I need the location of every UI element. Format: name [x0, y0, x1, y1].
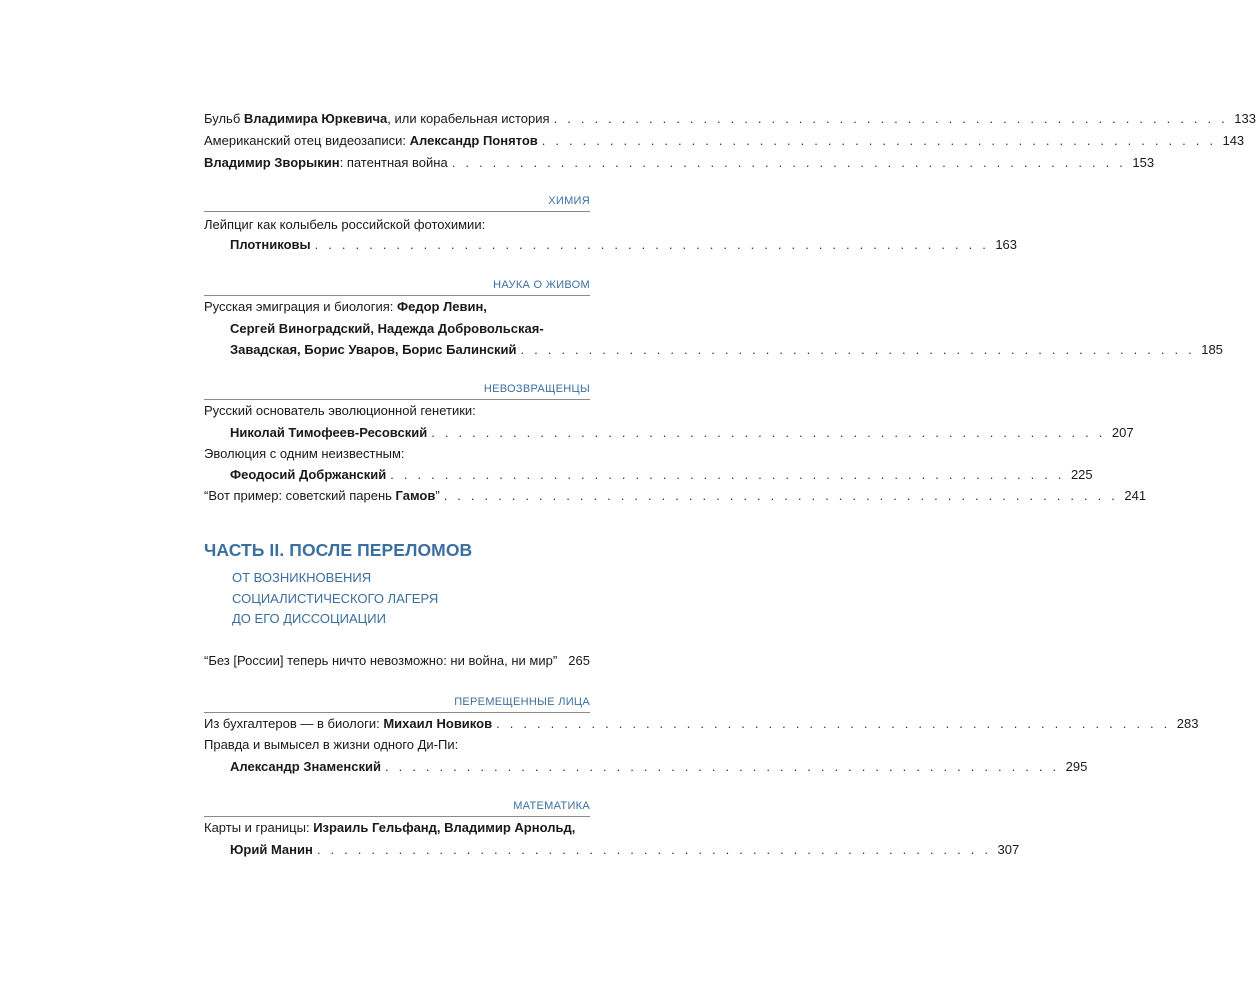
part-subtitle-line3: ДО ЕГО ДИССОЦИАЦИИ	[232, 611, 386, 626]
section-heading-nonreturners: НЕВОЗВРАЩЕНЦЫ	[483, 383, 590, 395]
leader-dots: . . . . . . . . . . . . . . . . . . . . . . . . . . . . . . . . . . . . . . . . . . . . . . . . . .	[553, 111, 1228, 126]
toc-entry-ponyatov[interactable]: Американский отец видеозаписи: Александр Понятов . . . . . . . . . . . . . . . . . . . . . . . . . . . . . . . . . . . . . . . . . . . . . . . . . . 143	[204, 130, 590, 152]
page-number: 307	[997, 842, 1020, 857]
toc-entry-timofeev-line1[interactable]: Русский основатель эволюционной генетики:	[204, 403, 476, 418]
page-number: 225	[1070, 467, 1093, 482]
toc-entry-dobzhansky[interactable]: Феодосий Добржанский . . . . . . . . . . . . . . . . . . . . . . . . . . . . . . . . . . . . . . . . . . . . . . . . . . 225	[230, 464, 590, 486]
page-number: 153	[1132, 155, 1155, 170]
section-divider	[204, 211, 590, 212]
leader-dots: . . . . . . . . . . . . . . . . . . . . . . . . . . . . . . . . . . . . . . . . . . . . . . . . . .	[541, 133, 1217, 148]
leader-dots: . . . . . . . . . . . . . . . . . . . . . . . . . . . . . . . . . . . . . . . . . . . . . . . . . .	[451, 155, 1127, 170]
page-number: 185	[1201, 342, 1223, 357]
toc-entry-dobzhansky-line1[interactable]: Эволюция с одним неизвестным:	[204, 446, 405, 461]
part-subtitle-line2: СОЦИАЛИСТИЧЕСКОГО ЛАГЕРЯ	[232, 591, 439, 606]
leader-dots: . . . . . . . . . . . . . . . . . . . . . . . . . . . . . . . . . . . . . . . . . . . . . . . . . .	[390, 467, 1065, 482]
section-heading-biology: НАУКА О ЖИВОМ	[493, 279, 590, 291]
part-subtitle-line1: ОТ ВОЗНИКНОВЕНИЯ	[232, 570, 372, 585]
leader-dots: . . . . . . . . . . . . . . . . . . . . . . . . . . . . . . . . . . . . . . . . . . . . . . . . . .	[314, 237, 990, 252]
toc-entry-novikov[interactable]: Из бухгалтеров — в биологи: Михаил Новиков . . . . . . . . . . . . . . . . . . . . . . . . . . . . . . . . . . . . . . . . . . . . . . . . . . 283	[204, 713, 590, 735]
page-number: 163	[995, 237, 1018, 252]
toc-entry-plotnikovy[interactable]: Плотниковы . . . . . . . . . . . . . . . . . . . . . . . . . . . . . . . . . . . . . . . . . . . . . . . . . . 163	[230, 234, 590, 256]
toc-entry-biology-line2[interactable]: Сергей Виноградский, Надежда Добровольская-	[230, 321, 544, 336]
toc-entry-zworykin[interactable]: Владимир Зворыкин: патентная война . . . . . . . . . . . . . . . . . . . . . . . . . . . . . . . . . . . . . . . . . . . . . . . . . . 153	[204, 152, 590, 174]
toc-entry-math-line1[interactable]: Карты и границы: Израиль Гельфанд, Владимир Арнольд,	[204, 820, 576, 835]
page-number: 265	[568, 653, 590, 668]
leader-dots: . . . . . . . . . . . . . . . . . . . . . . . . . . . . . . . . . . . . . . . . . . . . . . . . . .	[316, 842, 992, 857]
page-number: 241	[1124, 488, 1147, 503]
page-number: 295	[1065, 759, 1088, 774]
page-number: 207	[1111, 425, 1134, 440]
section-heading-math: МАТЕМАТИКА	[513, 800, 590, 812]
toc-entry-plotnikovy-line1[interactable]: Лейпциг как колыбель российской фотохимии:	[204, 217, 486, 232]
toc-entry-part2-intro[interactable]: “Без [России] теперь ничто невозможно: ни война, ни мир” 265	[204, 650, 590, 672]
toc-entry-gamow[interactable]: “Вот пример: советский парень Гамов” . . . . . . . . . . . . . . . . . . . . . . . . . . . . . . . . . . . . . . . . . . . . . . . . . . 241	[204, 485, 590, 507]
leader-dots: . . . . . . . . . . . . . . . . . . . . . . . . . . . . . . . . . . . . . . . . . . . . . . . . . .	[443, 488, 1119, 503]
toc-entry-yurkevich[interactable]: Бульб Владимира Юркевича, или корабельная история . . . . . . . . . . . . . . . . . . . . . . . . . . . . . . . . . . . . . . . . . . . . . . . . . . 133	[204, 108, 590, 130]
toc-entry-znamensky[interactable]: Александр Знаменский . . . . . . . . . . . . . . . . . . . . . . . . . . . . . . . . . . . . . . . . . . . . . . . . . . 295	[230, 756, 590, 778]
leader-dots: . . . . . . . . . . . . . . . . . . . . . . . . . . . . . . . . . . . . . . . . . . . . . . . . . .	[431, 425, 1106, 440]
leader-dots	[561, 650, 562, 672]
toc-entry-biology[interactable]: Завадская, Борис Уваров, Борис Балинский . . . . . . . . . . . . . . . . . . . . . . . . . . . . . . . . . . . . . . . . . . . . . . . . . . 185	[230, 339, 590, 361]
section-heading-chemistry: ХИМИЯ	[548, 195, 590, 207]
page-number: 143	[1222, 133, 1245, 148]
part-title[interactable]: ЧАСТЬ II. ПОСЛЕ ПЕРЕЛОМОВ	[204, 540, 473, 560]
leader-dots: . . . . . . . . . . . . . . . . . . . . . . . . . . . . . . . . . . . . . . . . . . . . . . . . . .	[384, 759, 1060, 774]
leader-dots: . . . . . . . . . . . . . . . . . . . . . . . . . . . . . . . . . . . . . . . . . . . . . . . . . .	[496, 716, 1171, 731]
toc-entry-math[interactable]: Юрий Манин . . . . . . . . . . . . . . . . . . . . . . . . . . . . . . . . . . . . . . . . . . . . . . . . . . 307	[230, 839, 590, 861]
leader-dots: . . . . . . . . . . . . . . . . . . . . . . . . . . . . . . . . . . . . . . . . . . . . . . . . . .	[520, 342, 1195, 357]
section-heading-displaced: ПЕРЕМЕЩЕННЫЕ ЛИЦА	[454, 696, 590, 708]
page-number: 133	[1234, 111, 1256, 126]
toc-entry-znamensky-line1[interactable]: Правда и вымысел в жизни одного Ди-Пи:	[204, 737, 459, 752]
toc-entry-biology-line1[interactable]: Русская эмиграция и биология: Федор Левин,	[204, 299, 487, 314]
page-number: 283	[1176, 716, 1199, 731]
toc-entry-timofeev[interactable]: Николай Тимофеев-Ресовский . . . . . . . . . . . . . . . . . . . . . . . . . . . . . . . . . . . . . . . . . . . . . . . . . . 207	[230, 422, 590, 444]
